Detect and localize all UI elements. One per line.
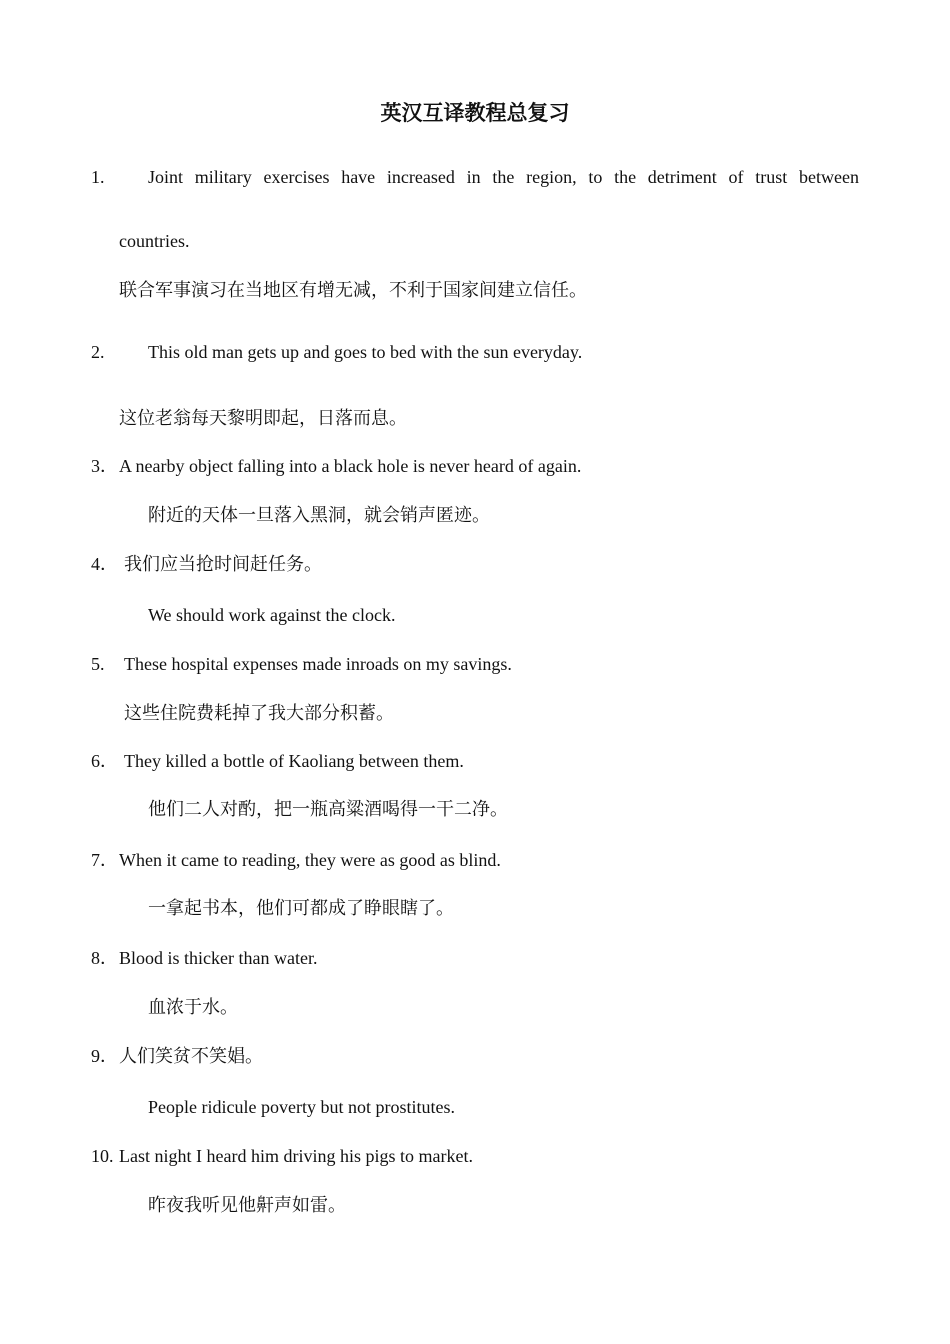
item-source-text: When it came to reading, they were as good as blind. <box>119 850 501 870</box>
item-translation: 这位老翁每天黎明即起，日落而息。 <box>119 408 407 428</box>
item-source-text-continued: countries. <box>119 231 190 251</box>
item-translation: People ridicule poverty but not prostitutes. <box>148 1097 455 1117</box>
item-number: 8． <box>91 948 118 968</box>
item-number: 3． <box>91 456 118 476</box>
item-number: 4． <box>91 554 118 574</box>
item-translation: 联合军事演习在当地区有增无减，不利于国家间建立信任。 <box>119 280 587 300</box>
item-number: 5. <box>91 654 105 674</box>
item-source-text: Blood is thicker than water. <box>119 948 318 968</box>
item-number: 1. <box>91 167 105 187</box>
item-number: 2. <box>91 342 105 362</box>
item-number: 9． <box>91 1046 118 1066</box>
item-source-text: These hospital expenses made inroads on my savings. <box>124 654 512 674</box>
item-source-text: Joint military exercises have increased in the region, to the detriment of trust between <box>148 167 859 187</box>
document-title: 英汉互译教程总复习 <box>380 101 570 125</box>
item-translation: 他们二人对酌，把一瓶高粱酒喝得一干二净。 <box>148 799 508 819</box>
item-source-text: 我们应当抢时间赶任务。 <box>124 554 322 574</box>
item-translation: 昨夜我听见他鼾声如雷。 <box>148 1195 346 1215</box>
item-number: 6． <box>91 751 118 771</box>
item-translation: 附近的天体一旦落入黑洞，就会销声匿迹。 <box>148 505 490 525</box>
item-source-text: This old man gets up and goes to bed with the sun everyday. <box>148 342 583 362</box>
item-translation: We should work against the clock. <box>148 605 396 625</box>
item-source-text: 人们笑贫不笑娼。 <box>119 1046 263 1066</box>
item-translation: 一拿起书本，他们可都成了睁眼瞎了。 <box>148 898 454 918</box>
item-source-text: They killed a bottle of Kaoliang between them. <box>124 751 464 771</box>
item-source-text: A nearby object falling into a black hole is never heard of again. <box>119 456 582 476</box>
item-translation: 这些住院费耗掉了我大部分积蓄。 <box>124 703 394 723</box>
item-number: 7． <box>91 850 118 870</box>
item-number: 10. <box>91 1146 114 1166</box>
item-source-text: Last night I heard him driving his pigs to market. <box>119 1146 473 1166</box>
item-translation: 血浓于水。 <box>148 997 238 1017</box>
